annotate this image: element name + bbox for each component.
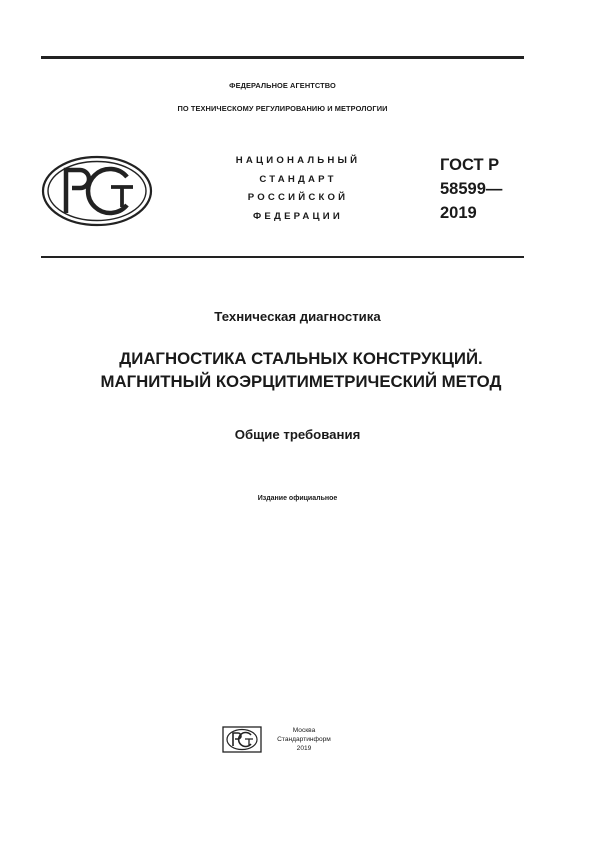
title-line: ДИАГНОСТИКА СТАЛЬНЫХ КОНСТРУКЦИЙ. [119,349,483,368]
gost-line: 2019 [440,204,477,222]
publisher-block [262,726,346,754]
publisher-year: 2019 [296,745,312,753]
header-divider [41,256,524,258]
rst-certification-logo-icon [41,155,153,227]
document-subtitle: Техническая диагностика [214,309,381,324]
national-line: СТАНДАРТ [259,173,337,185]
standartinform-logo-icon [222,726,262,753]
national-standard-label [203,152,393,226]
document-title [41,347,561,393]
publisher-name: Стандартинформ [277,736,331,744]
publisher-city: Москва [292,727,316,734]
agency-name-line1: ФЕДЕРАЛЬНОЕ АГЕНТСТВО [229,81,336,90]
edition-label: Издание официальное [257,495,338,502]
document-requirements: Общие требования [234,427,361,442]
national-line: ФЕДЕРАЦИИ [253,210,343,222]
agency-name-line2: ПО ТЕХНИЧЕСКОМУ РЕГУЛИРОВАНИЮ И МЕТРОЛОГИИ [177,104,388,113]
gost-number [440,153,502,225]
national-line: НАЦИОНАЛЬНЫЙ [235,155,361,166]
gost-line: ГОСТ Р [440,156,500,174]
gost-line: 58599— [440,180,503,198]
national-line: РОССИЙСКОЙ [247,192,349,203]
top-rule [41,56,524,59]
title-line: МАГНИТНЫЙ КОЭРЦИТИМЕТРИЧЕСКИЙ МЕТОД [100,372,502,391]
